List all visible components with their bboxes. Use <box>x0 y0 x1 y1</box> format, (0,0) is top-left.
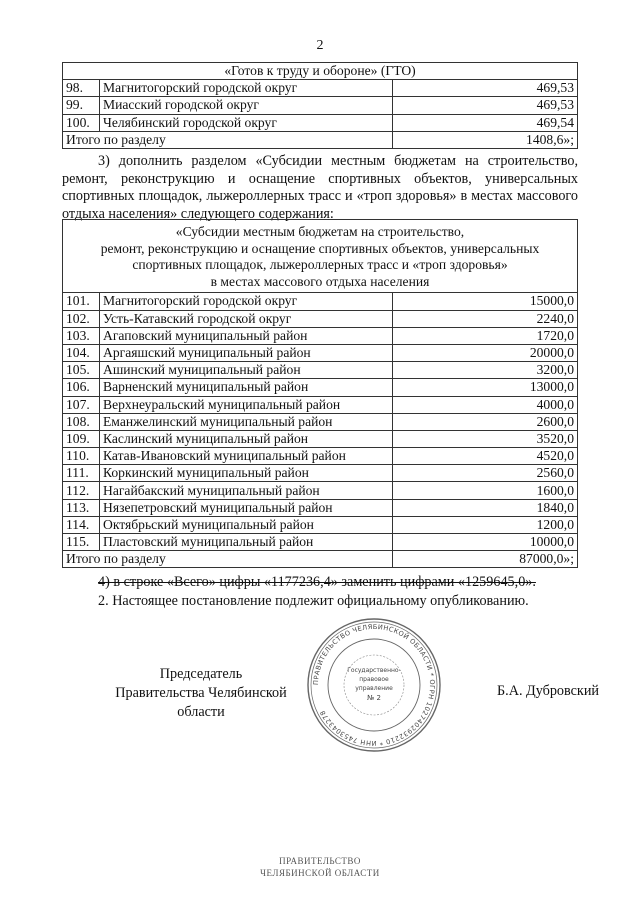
municipality-name: Катав-Ивановский муниципальный район <box>100 448 393 465</box>
row-number: 105. <box>63 362 100 379</box>
header-line: спортивных площадок, лыжероллерных трасс и «троп здоровья» <box>132 257 508 273</box>
signer-title <box>94 665 308 722</box>
row-number: 111. <box>63 465 100 482</box>
subsidy-amount: 469,53 <box>393 97 578 114</box>
official-seal <box>304 615 444 755</box>
footer-line: ЧЕЛЯБИНСКОЙ ОБЛАСТИ <box>260 868 380 878</box>
signer-name: Б.А. Дубровский <box>497 683 600 699</box>
table-row <box>63 482 578 499</box>
municipality-name: Коркинский муниципальный район <box>100 465 393 482</box>
row-number: 112. <box>63 482 100 499</box>
row-number: 107. <box>63 396 100 413</box>
subsidy-amount: 1600,0 <box>393 482 578 499</box>
table-row <box>63 344 578 361</box>
seal-ring-text: ПРАВИТЕЛЬСТВО ЧЕЛЯБИНСКОЙ ОБЛАСТИ * ОГРН 1027402932210 * ИНН 7453043278 <box>311 622 437 748</box>
subsidy-amount: 15000,0 <box>393 293 578 310</box>
paragraph-3: 3) дополнить разделом «Субсидии местным бюджетам на строительство, ремонт, реконструкцию и оснащение спортивных объектов, универсальных спортивных площадок, лыжероллерных трасс и «троп здоровья» в местах массового отдыха населения» следующего содержания: <box>62 153 578 222</box>
seal-center-line: Государственно- <box>347 667 401 674</box>
municipality-name: Каслинский муниципальный район <box>100 430 393 447</box>
subsidy-amount: 469,54 <box>393 114 578 131</box>
table-row <box>63 310 578 327</box>
subsidy-amount: 1720,0 <box>393 327 578 344</box>
seal-center-line: № 2 <box>367 694 381 702</box>
table-row <box>63 396 578 413</box>
signer-title-line: Правительства Челябинской области <box>115 685 287 720</box>
municipality-name: Челябинский городской округ <box>100 114 393 131</box>
subsidies-table-header <box>63 220 578 293</box>
row-number: 104. <box>63 344 100 361</box>
signer-title-line: Председатель <box>159 666 243 682</box>
subsidy-amount: 3520,0 <box>393 430 578 447</box>
footer-line: ПРАВИТЕЛЬСТВО <box>279 856 361 866</box>
table-row <box>63 516 578 533</box>
subsidy-amount: 13000,0 <box>393 379 578 396</box>
municipality-name: Аргаяшский муниципальный район <box>100 344 393 361</box>
gto-table <box>62 62 578 149</box>
municipality-name: Октябрьский муниципальный район <box>100 516 393 533</box>
row-number: 102. <box>63 310 100 327</box>
subsidy-amount: 4000,0 <box>393 396 578 413</box>
table-row <box>63 293 578 310</box>
subsidy-amount: 1840,0 <box>393 499 578 516</box>
row-number: 99. <box>63 97 100 114</box>
subsidy-amount: 20000,0 <box>393 344 578 361</box>
header-line: в местах массового отдыха населения <box>210 273 430 289</box>
total-value: 1408,6»; <box>393 131 578 148</box>
table-row <box>63 448 578 465</box>
gto-table-header: «Готов к труду и обороне» (ГТО) <box>63 63 578 80</box>
subsidy-amount: 469,53 <box>393 80 578 97</box>
row-number: 108. <box>63 413 100 430</box>
municipality-name: Усть-Катавский городской округ <box>100 310 393 327</box>
total-label: Итого по разделу <box>63 551 393 568</box>
table-row <box>63 80 578 97</box>
subsidy-amount: 2600,0 <box>393 413 578 430</box>
municipality-name: Магнитогорский городской округ <box>100 293 393 310</box>
paragraph-5: 2. Настоящее постановление подлежит официальному опубликованию. <box>98 593 529 609</box>
subsidy-amount: 2240,0 <box>393 310 578 327</box>
municipality-name: Агаповский муниципальный район <box>100 327 393 344</box>
row-number: 114. <box>63 516 100 533</box>
municipality-name: Миасский городской округ <box>100 97 393 114</box>
table-row <box>63 465 578 482</box>
page-number: 2 <box>316 38 324 53</box>
header-line: «Субсидии местным бюджетам на строительство, <box>175 224 465 239</box>
paragraph-4: 4) в строке «Всего» цифры «1177236,4» заменить цифрами «1259645,0». <box>98 574 536 590</box>
row-number: 100. <box>63 114 100 131</box>
table-header-row <box>63 63 578 80</box>
total-label: Итого по разделу <box>63 131 393 148</box>
table-header-row <box>63 220 578 293</box>
table-row <box>63 379 578 396</box>
row-number: 115. <box>63 534 100 551</box>
municipality-name: Варненский муниципальный район <box>100 379 393 396</box>
subsidies-table <box>62 219 578 568</box>
row-number: 110. <box>63 448 100 465</box>
subsidy-amount: 10000,0 <box>393 534 578 551</box>
row-number: 106. <box>63 379 100 396</box>
header-line: ремонт, реконструкцию и оснащение спортивных объектов, универсальных <box>100 240 540 256</box>
table-row <box>63 534 578 551</box>
municipality-name: Ашинский муниципальный район <box>100 362 393 379</box>
seal-center-line: правовое <box>359 676 389 683</box>
municipality-name: Нагайбакский муниципальный район <box>100 482 393 499</box>
municipality-name: Верхнеуральский муниципальный район <box>100 396 393 413</box>
table-row <box>63 327 578 344</box>
row-number: 98. <box>63 80 100 97</box>
municipality-name: Магнитогорский городской округ <box>100 80 393 97</box>
subsidy-amount: 3200,0 <box>393 362 578 379</box>
subsidy-amount: 2560,0 <box>393 465 578 482</box>
table-row <box>63 362 578 379</box>
table-row <box>63 97 578 114</box>
table-row <box>63 114 578 131</box>
subsidy-amount: 4520,0 <box>393 448 578 465</box>
row-number: 113. <box>63 499 100 516</box>
table-row <box>63 413 578 430</box>
municipality-name: Пластовский муниципальный район <box>100 534 393 551</box>
total-row <box>63 131 578 148</box>
table-row <box>63 430 578 447</box>
municipality-name: Еманжелинский муниципальный район <box>100 413 393 430</box>
seal-center-line: управление <box>355 685 393 692</box>
total-row <box>63 551 578 568</box>
table-row <box>63 499 578 516</box>
total-value: 87000,0»; <box>393 551 578 568</box>
subsidy-amount: 1200,0 <box>393 516 578 533</box>
row-number: 109. <box>63 430 100 447</box>
row-number: 101. <box>63 293 100 310</box>
municipality-name: Нязепетровский муниципальный район <box>100 499 393 516</box>
row-number: 103. <box>63 327 100 344</box>
